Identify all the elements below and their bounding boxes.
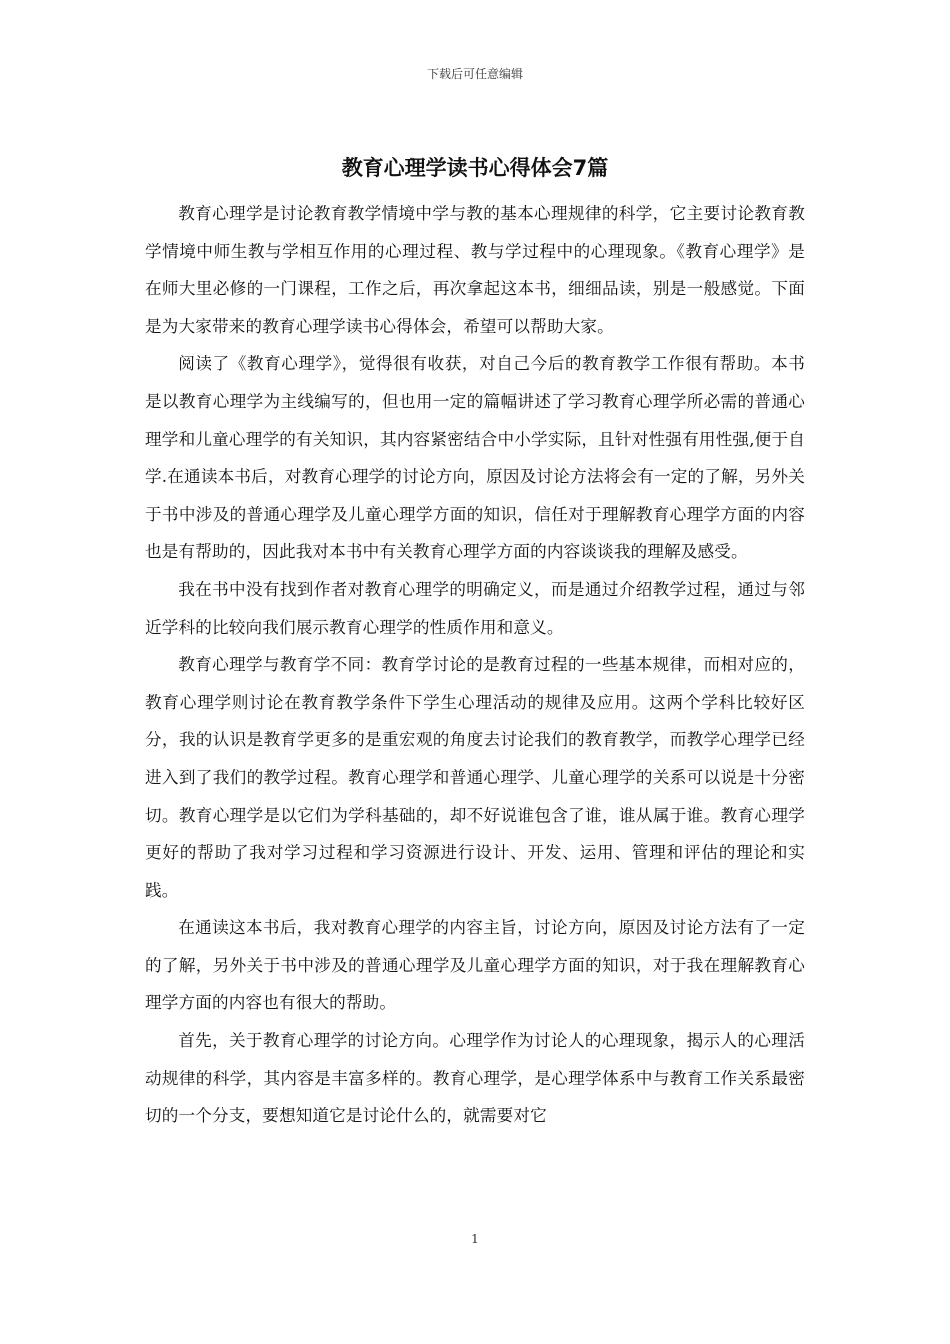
body-paragraph-5: 在通读这本书后，我对教育心理学的内容主旨，讨论方向，原因及讨论方法有了一定的了解，另外关于书中涉及的普通心理学及儿童心理学方面的知识，对于我在理解教育心理学方面的内容也有很大的帮助。 [145,918,805,1013]
body-paragraph-2: 阅读了《教育心理学》，觉得很有收获，对自己今后的教育教学工作很有帮助。本书是以教育心理学为主线编写的，但也用一定的篇幅讲述了学习教育心理学所必需的普通心理学和儿童心理学的有关知识，其内容紧密结合中小学实际，且针对性强有用性强,便于自学.在通读本书后，对教育心理学的讨论方向，原因及讨论方法将会有一定的了解，另外关于书中涉及的普通心理学及儿童心理学方面的知识，信任对于理解教育心理学方面的内容也是有帮助的，因此我对本书中有关教育心理学方面的内容谈谈我的理解及感受。 [145,354,805,562]
body-paragraph-4: 教育心理学与教育学不同：教育学讨论的是教育过程的一些基本规律，而相对应的，教育心理学则讨论在教育教学条件下学生心理活动的规律及应用。这两个学科比较好区分，我的认识是教育学更多的是重宏观的角度去讨论我们的教育教学，而教学心理学已经进入到了我们的教学过程。教育心理学和普通心理学、儿童心理学的关系可以说是十分密切。教育心理学是以它们为学科基础的，却不好说谁包含了谁，谁从属于谁。教育心理学更好的帮助了我对学习过程和学习资源进行设计、开发、运用、管理和评估的理论和实践。 [145,655,805,900]
document-body [145,195,805,1135]
page-number: 1 [471,1232,479,1246]
body-paragraph-3: 我在书中没有找到作者对教育心理学的明确定义，而是通过介绍教学过程，通过与邻近学科的比较向我们展示教育心理学的性质作用和意义。 [145,579,805,637]
page-header-note: 下载后可任意编辑 [426,67,523,81]
body-paragraph-6: 首先，关于教育心理学的讨论方向。心理学作为讨论人的心理现象，揭示人的心理活动规律的科学，其内容是丰富多样的。教育心理学，是心理学体系中与教育工作关系最密切的一个分支，要想知道它是讨论什么的，就需要对它 [145,1031,805,1126]
body-paragraph-1: 教育心理学是讨论教育教学情境中学与教的基本心理规律的科学，它主要讨论教育教学情境中师生教与学相互作用的心理过程、教与学过程中的心理现象。《教育心理学》是在师大里必修的一门课程，工作之后，再次拿起这本书，细细品读，别是一般感觉。下面是为大家带来的教育心理学读书心得体会，希望可以帮助大家。 [145,204,805,336]
document-title: 教育心理学读书心得体会7篇 [341,156,609,180]
